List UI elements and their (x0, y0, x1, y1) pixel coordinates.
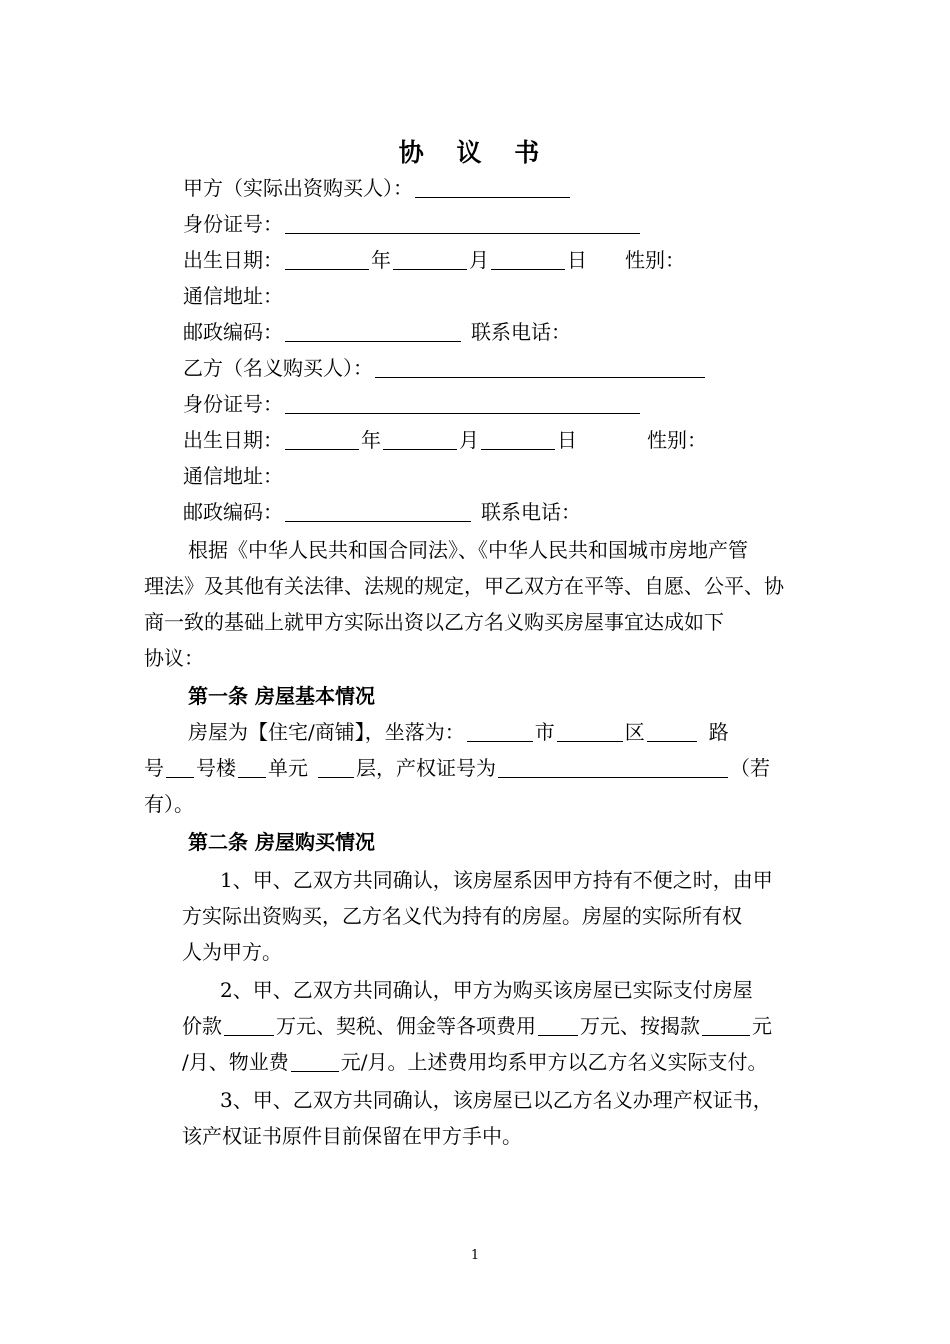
party-b-day-label: 日 (557, 428, 577, 452)
article-2-heading: 第二条 房屋购买情况 (188, 830, 375, 854)
party-a-line (183, 174, 572, 202)
preamble-line-1: 根据《中华人民共和国合同法》、《中华人民共和国城市房地产管 (188, 538, 748, 562)
ruo-label: （若 (730, 756, 770, 780)
city-blank[interactable] (467, 721, 533, 742)
party-a-postcode-blank[interactable] (285, 321, 461, 342)
party-b-line (183, 354, 707, 382)
price-label: 价款 (182, 1014, 222, 1038)
party-b-address-line (183, 462, 283, 490)
document-title: 协 议 书 (398, 138, 552, 167)
party-b-day-blank[interactable] (481, 429, 555, 450)
article-2-p2-line-2 (182, 1012, 772, 1040)
article-1-line-2 (144, 754, 770, 782)
party-b-label: 乙方（名义购买人）： (183, 356, 373, 380)
article-2-p1-line-1: 1、甲、乙双方共同确认，该房屋系因甲方持有不便之时，由甲 (220, 868, 773, 892)
party-a-id-line (183, 210, 642, 238)
party-a-gender-label: 性别： (625, 248, 685, 272)
unit-label: 单元 (268, 756, 308, 780)
party-b-postcode-line (183, 498, 581, 526)
article-1-prefix: 房屋为【住宅/商铺】，坐落为： (188, 720, 465, 744)
party-a-month-label: 月 (469, 248, 489, 272)
building-label: 号楼 (196, 756, 236, 780)
article-1-heading: 第一条 房屋基本情况 (188, 684, 375, 708)
party-b-gender-label: 性别： (647, 428, 707, 452)
article-2-p2-line-3 (182, 1048, 768, 1076)
party-a-id-blank[interactable] (285, 213, 640, 234)
article-1-line-3: 有）。 (144, 792, 194, 816)
party-b-year-label: 年 (361, 428, 381, 452)
property-fee-suffix: 元/月。上述费用均系甲方以乙方名义实际支付。 (340, 1050, 768, 1074)
party-a-address-label: 通信地址： (183, 284, 283, 308)
building-blank[interactable] (238, 757, 266, 778)
fees-blank[interactable] (538, 1015, 578, 1036)
party-b-birth-label: 出生日期： (183, 428, 283, 452)
district-blank[interactable] (557, 721, 623, 742)
article-2-p2-line-1: 2、甲、乙双方共同确认，甲方为购买该房屋已实际支付房屋 (220, 978, 753, 1002)
mortgage-blank[interactable] (702, 1015, 750, 1036)
property-fee-blank[interactable] (291, 1051, 339, 1072)
road-blank[interactable] (647, 721, 697, 742)
page-number: 1 (470, 1248, 480, 1263)
preamble-line-2: 理法》及其他有关法律、法规的规定，甲乙双方在平等、自愿、公平、协 (144, 574, 784, 598)
party-a-postcode-line (183, 318, 571, 346)
yuan-label: 元 (752, 1014, 772, 1038)
party-a-day-label: 日 (567, 248, 587, 272)
party-a-day-blank[interactable] (491, 249, 565, 270)
article-1-line-1 (188, 718, 729, 746)
article-2-p1-line-2: 方实际出资购买，乙方名义代为持有的房屋。房屋的实际所有权 (182, 904, 742, 928)
party-b-postcode-label: 邮政编码： (183, 500, 283, 524)
property-fee-label: /月、物业费 (182, 1050, 289, 1074)
road-label: 路 (708, 720, 729, 744)
party-a-postcode-label: 邮政编码： (183, 320, 283, 344)
article-2-p1-line-3: 人为甲方。 (182, 940, 282, 964)
city-label: 市 (534, 720, 555, 744)
preamble-line-3: 商一致的基础上就甲方实际出资以乙方名义购买房屋事宜达成如下 (144, 610, 724, 634)
floor-blank[interactable] (318, 757, 354, 778)
party-a-year-label: 年 (371, 248, 391, 272)
party-a-id-label: 身份证号： (183, 212, 283, 236)
party-b-phone-label: 联系电话： (481, 500, 581, 524)
party-a-year-blank[interactable] (285, 249, 369, 270)
preamble-line-4: 协议： (144, 646, 204, 670)
party-b-address-label: 通信地址： (183, 464, 283, 488)
party-a-month-blank[interactable] (393, 249, 467, 270)
mortgage-label: 万元、按揭款 (580, 1014, 700, 1038)
party-b-month-blank[interactable] (383, 429, 457, 450)
party-b-id-line (183, 390, 642, 418)
party-a-birth-line (183, 246, 685, 274)
party-b-month-label: 月 (459, 428, 479, 452)
party-b-id-blank[interactable] (285, 393, 640, 414)
party-a-phone-label: 联系电话： (471, 320, 571, 344)
party-b-postcode-blank[interactable] (285, 501, 471, 522)
party-b-id-label: 身份证号： (183, 392, 283, 416)
party-a-name-blank[interactable] (415, 177, 570, 198)
party-a-birth-label: 出生日期： (183, 248, 283, 272)
party-a-label: 甲方（实际出资购买人）： (183, 176, 413, 200)
party-b-birth-line (183, 426, 707, 454)
article-2-p3-line-1: 3、甲、乙双方共同确认，该房屋已以乙方名义办理产权证书， (220, 1088, 773, 1112)
floor-label: 层，产权证号为 (356, 756, 496, 780)
number-blank[interactable] (166, 757, 194, 778)
party-b-name-blank[interactable] (375, 357, 705, 378)
price-blank[interactable] (224, 1015, 274, 1036)
party-b-year-blank[interactable] (285, 429, 359, 450)
district-label: 区 (624, 720, 645, 744)
article-2-p3-line-2: 该产权证书原件目前保留在甲方手中。 (182, 1124, 522, 1148)
party-a-address-line (183, 282, 283, 310)
certificate-number-blank[interactable] (498, 757, 728, 778)
hao-label: 号 (144, 756, 164, 780)
fees-label: 万元、契税、佣金等各项费用 (276, 1014, 536, 1038)
